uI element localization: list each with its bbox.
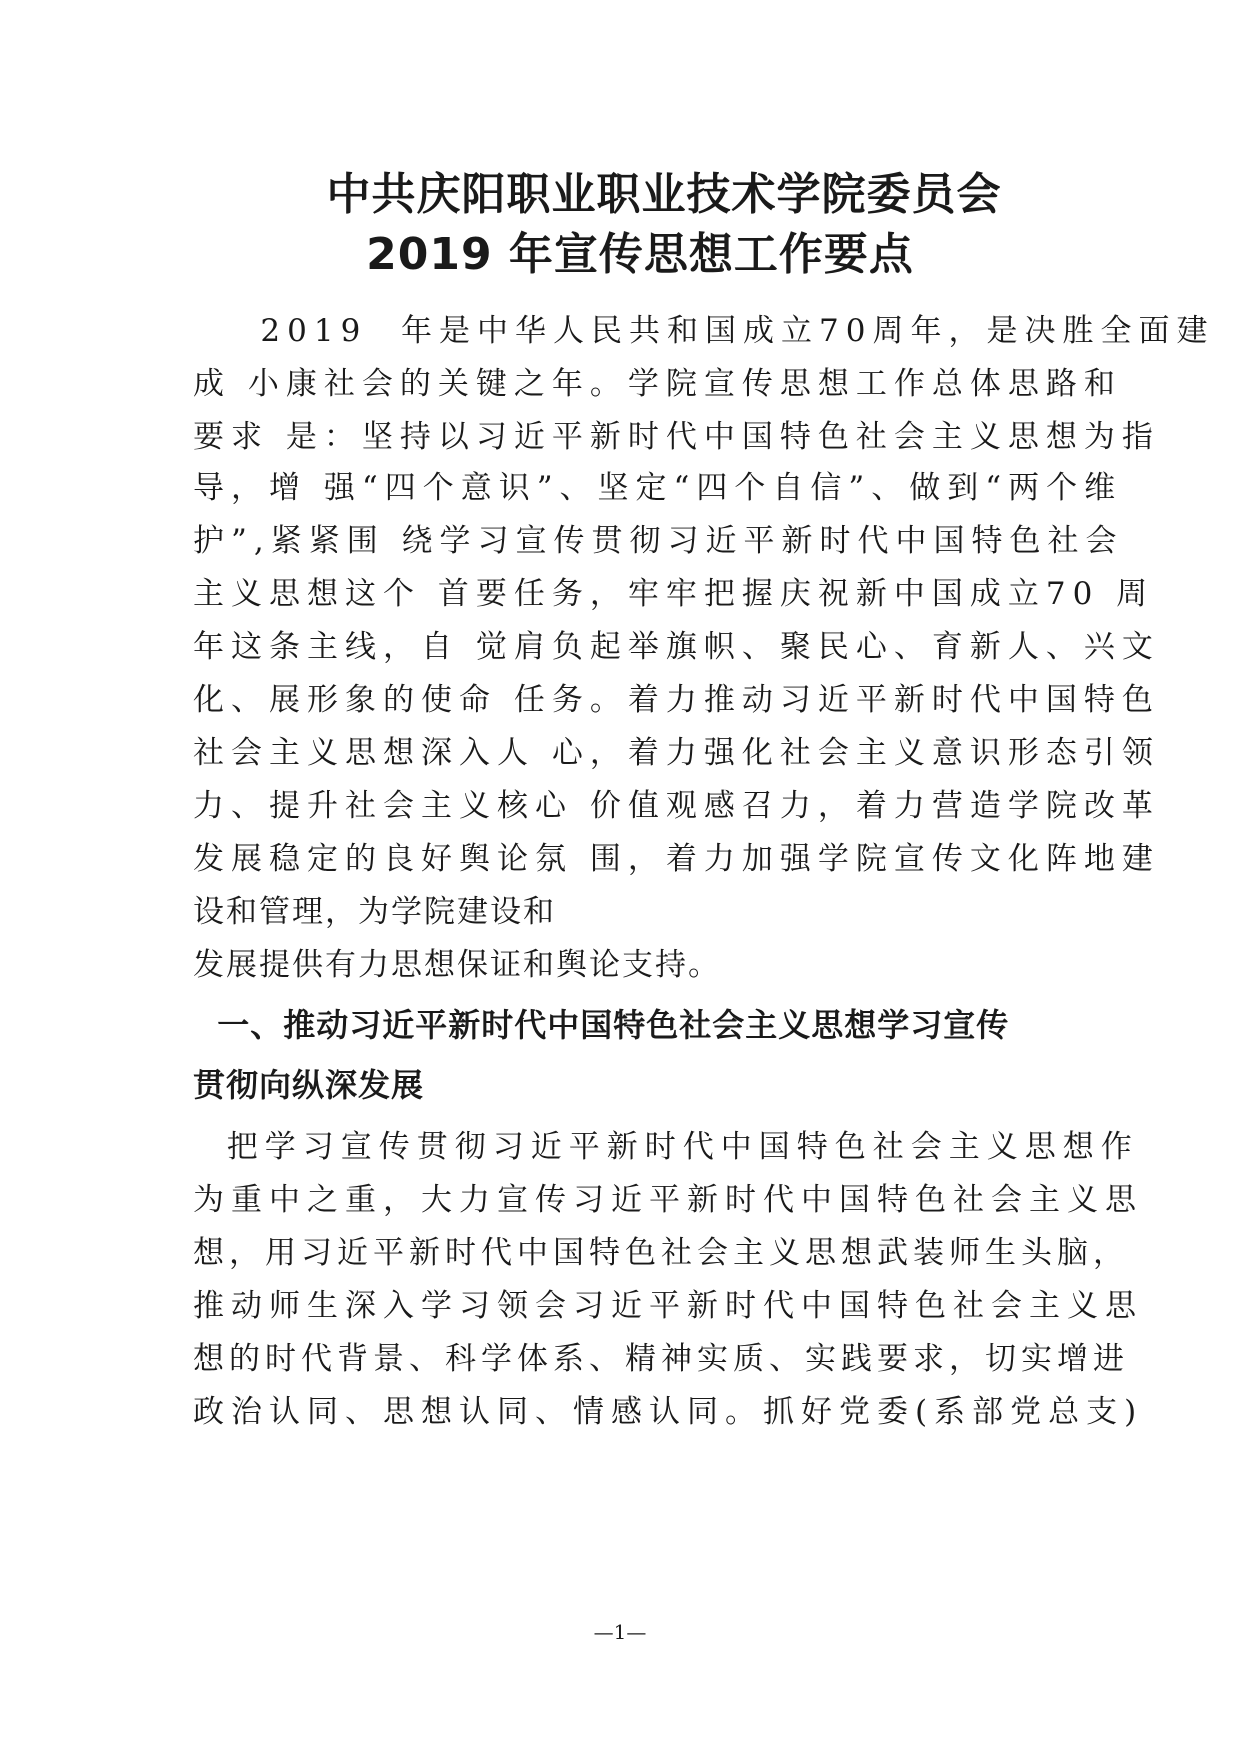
paragraph1-line: 化、展形象的使命 任务。着力推动习近平新时代中国特色 <box>193 682 1160 718</box>
page-number: —1— <box>593 1620 647 1644</box>
paragraph1-line: 导，增 强“四个意识”、坚定“四个自信”、做到“两个维 <box>193 470 1123 506</box>
paragraph2-line: 政治认同、思想认同、情感认同。抓好党委(系部党总支) <box>193 1394 1144 1430</box>
paragraph1-line: 护”,紧紧围 绕学习宣传贯彻习近平新时代中国特色社会 <box>193 523 1124 559</box>
paragraph1-line: 主义思想这个 首要任务，牢牢把握庆祝新中国成立70 周 <box>193 576 1155 612</box>
paragraph1-line: 社会主义思想深入人 心，着力强化社会主义意识形态引领 <box>193 735 1160 771</box>
paragraph1-line: 力、提升社会主义核心 价值观感召力，着力营造学院改革 <box>193 788 1160 824</box>
paragraph1-line: 发展稳定的良好舆论氛 围，着力加强学院宣传文化阵地建 <box>193 841 1160 877</box>
paragraph2-line: 想的时代背景、科学体系、精神实质、实践要求，切实增进 <box>193 1341 1129 1377</box>
document-title-line2: 2019 年宣传思想工作要点 <box>366 229 914 280</box>
paragraph1-line: 成 小康社会的关键之年。学院宣传思想工作总体思路和 <box>193 366 1122 402</box>
paragraph2-line: 推动师生深入学习领会习近平新时代中国特色社会主义思 <box>193 1288 1143 1324</box>
paragraph1-line: 发展提供有力思想保证和舆论支持。 <box>193 947 721 983</box>
paragraph2-line: 想，用习近平新时代中国特色社会主义思想武装师生头脑， <box>193 1235 1129 1271</box>
paragraph1-line: 2019 年是中华人民共和国成立70周年，是决胜全面建 <box>193 313 1215 349</box>
document-title-line1: 中共庆阳职业职业技术学院委员会 <box>326 169 1002 220</box>
section1-heading-line: 贯彻向纵深发展 <box>193 1066 425 1104</box>
paragraph2-line: 为重中之重，大力宣传习近平新时代中国特色社会主义思 <box>193 1182 1143 1218</box>
section1-heading-line: 一、推动习近平新时代中国特色社会主义思想学习宣传 <box>193 1006 1010 1044</box>
paragraph2-line: 把学习宣传贯彻习近平新时代中国特色社会主义思想作 <box>193 1129 1139 1165</box>
paragraph1-line: 要求 是：坚持以习近平新时代中国特色社会主义思想为指 <box>193 419 1160 455</box>
paragraph1-line: 年这条主线，自 觉肩负起举旗帜、聚民心、育新人、兴文 <box>193 629 1160 665</box>
paragraph1-line: 设和管理，为学院建设和 <box>193 894 556 930</box>
